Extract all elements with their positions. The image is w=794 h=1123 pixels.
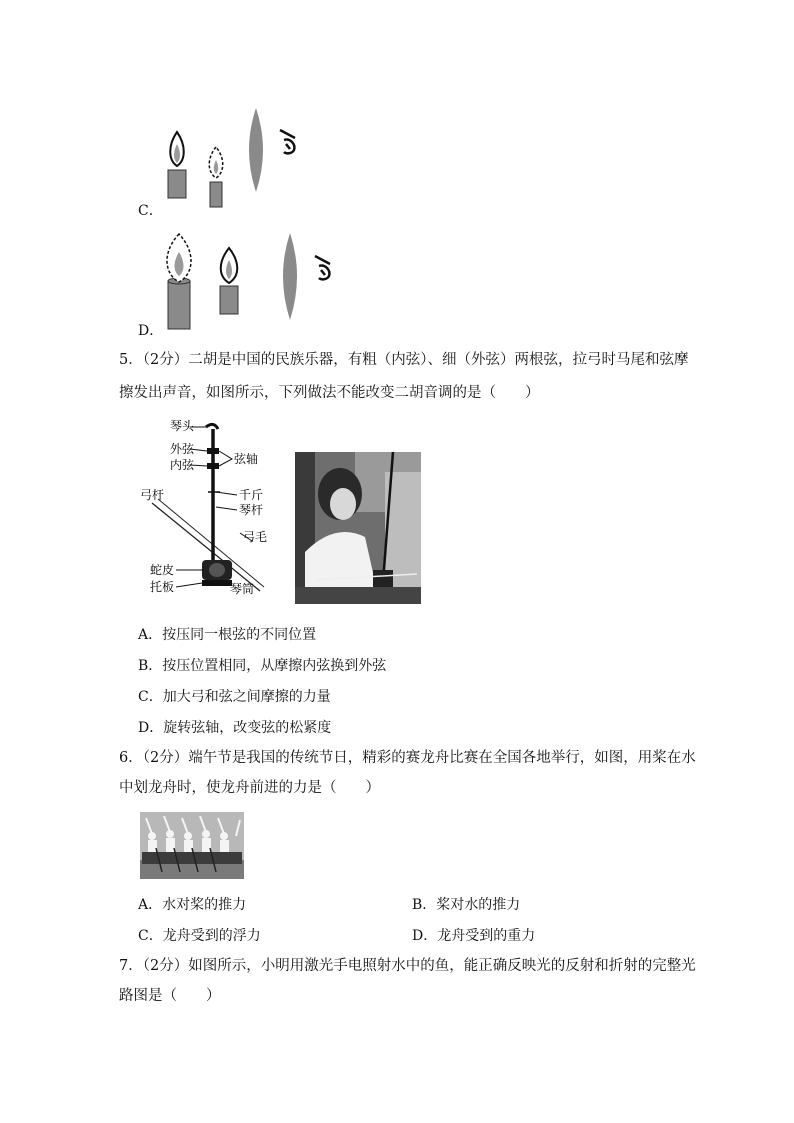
- candle-image-small: [209, 147, 223, 207]
- label-qintou: 琴头: [170, 419, 195, 433]
- label-neixian: 内弦: [170, 458, 195, 472]
- label-qintong: 琴筒: [230, 582, 255, 596]
- question-6-line-1: 6．（2分）端午节是我国的传统节日，精彩的赛龙舟比赛在全国各地举行，如图，用桨在水: [119, 750, 696, 766]
- option-d-label: D．: [138, 323, 164, 339]
- option-c-label: C．: [138, 203, 163, 219]
- question-5-line-1: 5．（2分）二胡是中国的民族乐器，有粗（内弦）、细（外弦）两根弦，拉弓时马尾和弦摩: [119, 352, 689, 368]
- convex-lens: [249, 108, 263, 192]
- label-xianzhou: 弦轴: [234, 452, 259, 466]
- label-qingan: 琴杆: [239, 503, 264, 517]
- q5-option-a: A．按压同一根弦的不同位置: [138, 627, 317, 643]
- eye-icon: [315, 256, 330, 279]
- option-d-figure: [160, 228, 350, 338]
- question-7-line-2: 路图是（ ）: [119, 988, 221, 1004]
- q5-option-c: C．加大弓和弦之间摩擦的力量: [138, 689, 331, 705]
- option-c-figure: [160, 100, 310, 215]
- candle-image-large: [167, 234, 191, 329]
- q5-option-b: B．按压位置相同，从摩擦内弦换到外弦: [138, 658, 387, 674]
- question-6-line-2: 中划龙舟时，使龙舟前进的力是（ ）: [119, 780, 380, 796]
- convex-lens: [283, 233, 297, 320]
- label-tuoban: 托板: [150, 580, 175, 594]
- dragon-boat-photo: [140, 812, 244, 879]
- label-waixian: 外弦: [170, 442, 195, 456]
- erhu-player-photo: [295, 452, 421, 604]
- erhu-diagram: [140, 415, 290, 600]
- eye-icon: [280, 130, 295, 153]
- label-gonggan: 弓杆: [140, 488, 165, 502]
- q5-option-d: D．旋转弦轴，改变弦的松紧度: [138, 720, 332, 736]
- label-shepi: 蛇皮: [150, 563, 175, 577]
- q6-option-a: A．水对桨的推力: [138, 897, 247, 913]
- question-7-line-1: 7．（2分）如图所示，小明用激光手电照射水中的鱼，能正确反映光的反射和折射的完整光: [119, 958, 696, 974]
- label-gongmao: 弓毛: [243, 530, 268, 544]
- label-qianjin: 千斤: [239, 488, 264, 502]
- q6-option-d: D．龙舟受到的重力: [412, 928, 536, 944]
- q6-option-c: C．龙舟受到的浮力: [138, 928, 261, 944]
- question-5-line-2: 擦发出声音，如图所示，下列做法不能改变二胡音调的是（ ）: [119, 385, 540, 401]
- q6-option-b: B．桨对水的推力: [412, 897, 521, 913]
- candle-small: [220, 248, 238, 314]
- candle-large: [168, 132, 186, 198]
